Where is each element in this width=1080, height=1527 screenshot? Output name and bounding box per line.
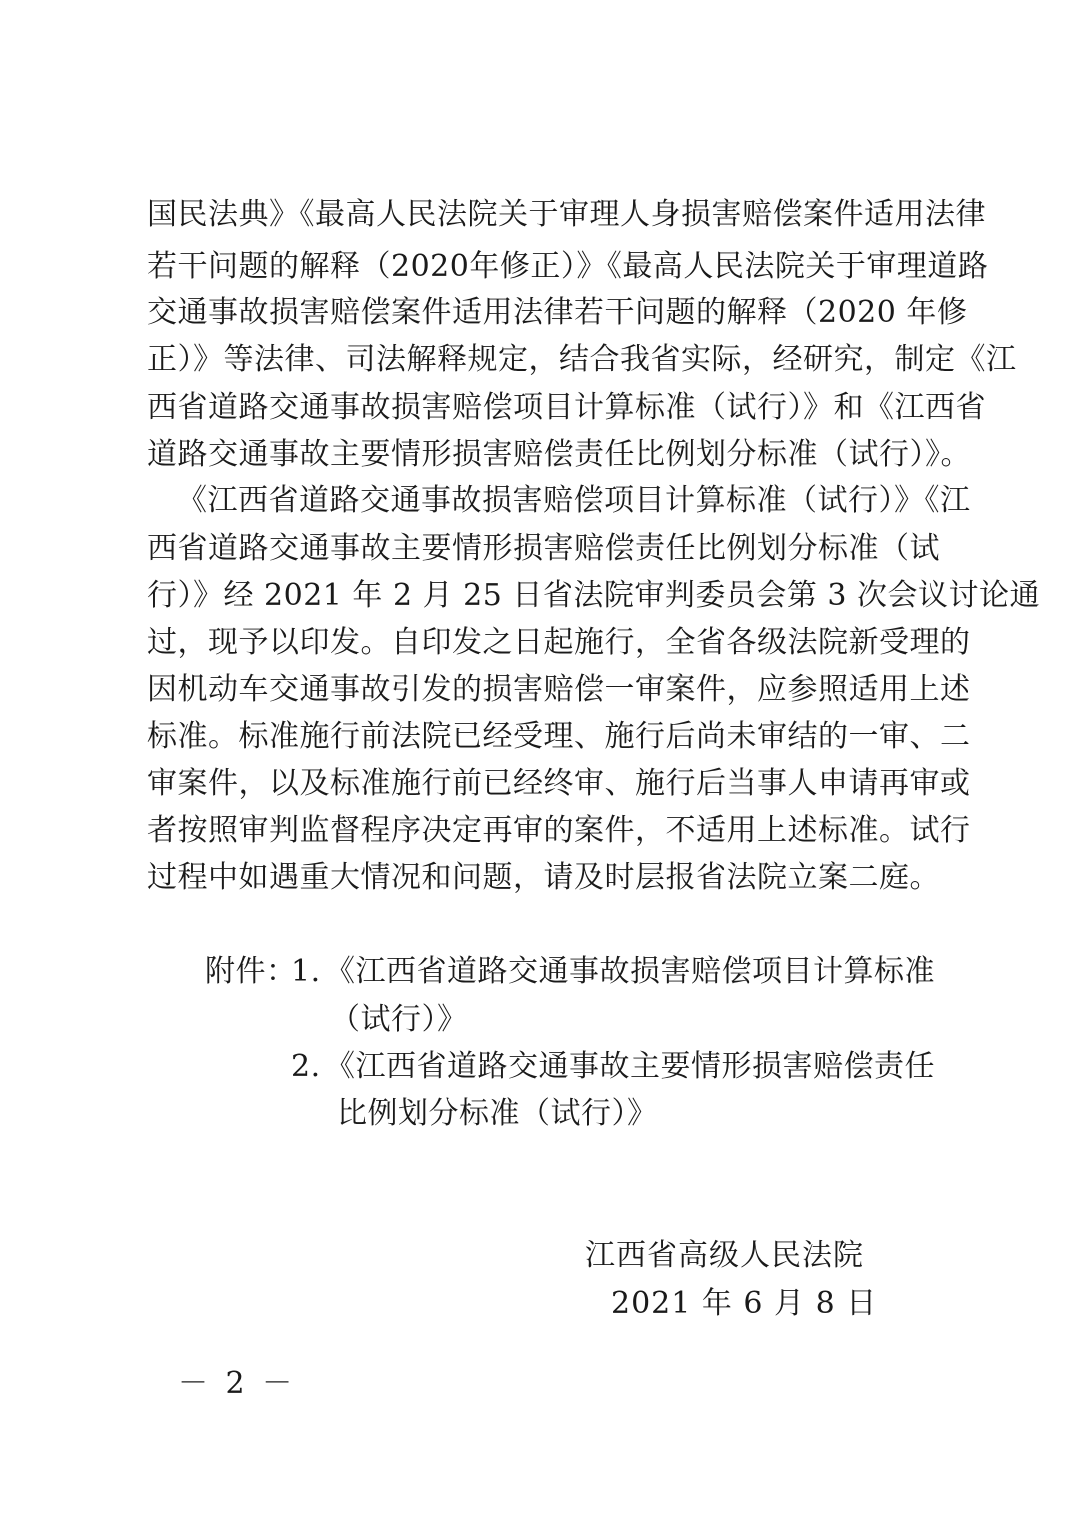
issuing-organization: 江西省高级人民法院 — [585, 1238, 864, 1273]
attachment-1-number: 1. — [291, 954, 321, 989]
attachment-2-title-line2: 比例划分标准（试行）》 — [337, 1096, 658, 1131]
body-line-3: 交通事故损害赔偿案件适用法律若干问题的解释（2020 年修 — [147, 295, 968, 330]
attachment-1-title-line2: （试行）》 — [330, 1002, 468, 1037]
body-line-1: 国民法典》《最高人民法院关于审理人身损害赔偿案件适用法律 — [147, 197, 986, 232]
body-line-8: 西省道路交通事故主要情形损害赔偿责任比例划分标准（试 — [147, 531, 940, 566]
body-line-10: 过，现予以印发。自印发之日起施行，全省各级法院新受理的 — [147, 625, 971, 660]
body-line-2: 若干问题的解释（2020年修正）》《最高人民法院关于审理道路 — [147, 249, 989, 284]
body-line-12: 标准。标准施行前法院已经受理、施行后尚未审结的一审、二 — [147, 719, 971, 754]
body-line-13: 审案件，以及标准施行前已经终审、施行后当事人申请再审或 — [147, 766, 971, 801]
attachment-2-title-line1: 《江西省道路交通事故主要情形损害赔偿责任 — [325, 1049, 935, 1084]
page-number: － 2 － — [178, 1366, 297, 1401]
body-line-7: 《江西省道路交通事故损害赔偿项目计算标准（试行）》《江 — [177, 483, 971, 518]
attachment-1-title-line1: 《江西省道路交通事故损害赔偿项目计算标准 — [325, 954, 935, 989]
body-line-15: 过程中如遇重大情况和问题，请及时层报省法院立案二庭。 — [147, 860, 940, 895]
body-line-9: 行）》经 2021 年 2 月 25 日省法院审判委员会第 3 次会议讨论通 — [147, 578, 1040, 613]
body-line-6: 道路交通事故主要情形损害赔偿责任比例划分标准（试行）》。 — [147, 437, 971, 472]
body-line-4: 正）》等法律、司法解释规定，结合我省实际，经研究，制定《江 — [147, 342, 1017, 377]
attachments-label: 附件： — [205, 954, 297, 989]
issue-date: 2021 年 6 月 8 日 — [611, 1286, 878, 1321]
attachment-2-number: 2. — [291, 1049, 321, 1084]
body-line-11: 因机动车交通事故引发的损害赔偿一审案件，应参照适用上述 — [147, 672, 971, 707]
body-line-5: 西省道路交通事故损害赔偿项目计算标准（试行）》和《江西省 — [147, 390, 986, 425]
body-line-14: 者按照审判监督程序决定再审的案件，不适用上述标准。试行 — [147, 813, 971, 848]
